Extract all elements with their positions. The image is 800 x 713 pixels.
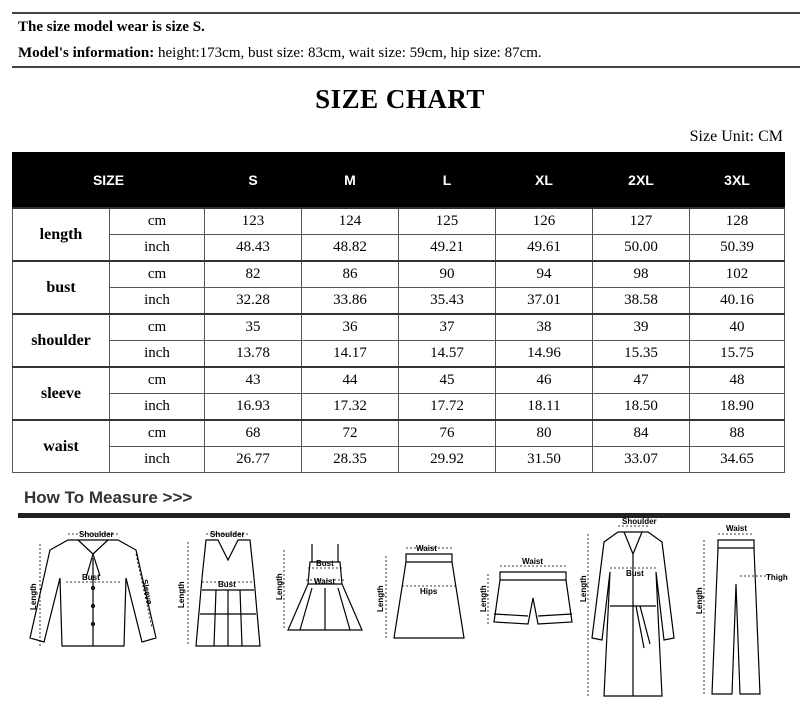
table-row [13,341,785,368]
value-cell: 17.72 [399,394,496,421]
measurement-name: length [13,208,110,261]
trousers-length-label: Length [695,587,704,614]
value-cell: 124 [302,208,399,235]
measurement-name: waist [13,420,110,473]
value-cell: 18.90 [690,394,785,421]
value-cell: 35.43 [399,288,496,315]
value-cell: 80 [496,420,593,447]
table-row [13,235,785,262]
value-cell: 33.07 [593,447,690,473]
value-cell: 49.61 [496,235,593,262]
size-chart-table [12,152,785,473]
value-cell: 14.96 [496,341,593,368]
table-row [13,367,785,394]
value-cell: 18.50 [593,394,690,421]
table-row [13,288,785,315]
value-cell: 50.00 [593,235,690,262]
shorts-measure-figure [480,518,580,663]
table-row [13,420,785,447]
table-row [13,208,785,235]
blouse-shoulder-label: Shoulder [79,530,114,539]
coat-bust-label: Bust [626,569,644,578]
value-cell: 82 [205,261,302,288]
dress-length-label: Length [275,573,284,600]
value-cell: 84 [593,420,690,447]
blouse-measure-figure [18,518,168,663]
measurement-name: bust [13,261,110,314]
coat-shoulder-label: Shoulder [622,517,657,526]
value-cell: 48.82 [302,235,399,262]
unit-cell: inch [110,447,205,473]
value-cell: 31.50 [496,447,593,473]
header-3xl: 3XL [690,153,785,209]
value-cell: 44 [302,367,399,394]
how-to-measure-title: How To Measure >>> [24,488,193,507]
value-cell: 15.35 [593,341,690,368]
unit-cell: inch [110,288,205,315]
vest-length-label: Length [177,581,186,608]
unit-cell: inch [110,235,205,262]
value-cell: 34.65 [690,447,785,473]
coat-length-label: Length [579,575,588,602]
header-xl: XL [496,153,593,209]
value-cell: 102 [690,261,785,288]
coat-measure-figure [578,518,688,713]
value-cell: 15.75 [690,341,785,368]
unit-cell: cm [110,314,205,341]
value-cell: 36 [302,314,399,341]
unit-cell: cm [110,420,205,447]
value-cell: 48 [690,367,785,394]
value-cell: 125 [399,208,496,235]
value-cell: 26.77 [205,447,302,473]
blouse-sleeve-label: Sleeve [140,578,155,606]
vest-bust-label: Bust [218,580,236,589]
model-size-line: The size model wear is size S. [18,19,205,35]
table-row [13,447,785,473]
value-cell: 88 [690,420,785,447]
value-cell: 28.35 [302,447,399,473]
header-s: S [205,153,302,209]
value-cell: 38 [496,314,593,341]
vest-shoulder-label: Shoulder [210,530,245,539]
value-cell: 37 [399,314,496,341]
vest-icon [178,518,278,658]
skirt-length-label: Length [376,585,385,612]
value-cell: 47 [593,367,690,394]
value-cell: 40.16 [690,288,785,315]
value-cell: 76 [399,420,496,447]
value-cell: 45 [399,367,496,394]
table-row [13,314,785,341]
table-row [13,261,785,288]
unit-cell: cm [110,208,205,235]
value-cell: 90 [399,261,496,288]
size-chart-body [13,208,785,473]
unit-cell: inch [110,341,205,368]
value-cell: 98 [593,261,690,288]
shorts-icon [480,518,580,658]
size-chart-header [13,153,785,209]
value-cell: 68 [205,420,302,447]
trousers-waist-label: Waist [726,524,748,533]
header-size: SIZE [13,153,205,209]
unit-cell: cm [110,261,205,288]
how-to-measure-illustrations [18,518,790,713]
trousers-icon [690,518,790,708]
header-2xl: 2XL [593,153,690,209]
value-cell: 49.21 [399,235,496,262]
skirt-waist-label: Waist [416,544,438,553]
trousers-thigh-label: Thigh [766,573,788,582]
unit-cell: cm [110,367,205,394]
value-cell: 94 [496,261,593,288]
blouse-length-label: Length [29,583,38,610]
value-cell: 38.58 [593,288,690,315]
blouse-icon [18,518,168,658]
skirt-hips-label: Hips [420,587,438,596]
model-info-line [18,45,542,62]
value-cell: 50.39 [690,235,785,262]
size-unit: Size Unit: CM [689,128,783,145]
value-cell: 17.32 [302,394,399,421]
coat-icon [578,518,688,708]
page-title: SIZE CHART [315,84,485,114]
value-cell: 35 [205,314,302,341]
value-cell: 32.28 [205,288,302,315]
model-info-value: height:173cm, bust size: 83cm, wait size: 59cm, hip size: 87cm. [154,45,542,61]
skirt-measure-figure [374,518,474,663]
shorts-waist-label: Waist [522,557,544,566]
dress-measure-figure [275,518,370,663]
value-cell: 123 [205,208,302,235]
unit-cell: inch [110,394,205,421]
value-cell: 43 [205,367,302,394]
value-cell: 29.92 [399,447,496,473]
value-cell: 16.93 [205,394,302,421]
value-cell: 48.43 [205,235,302,262]
blouse-bust-label: Bust [82,573,100,582]
value-cell: 14.17 [302,341,399,368]
model-info-label: Model's information: [18,45,155,61]
value-cell: 72 [302,420,399,447]
trousers-measure-figure [690,518,790,713]
dress-waist-label: Waist [314,577,336,586]
value-cell: 128 [690,208,785,235]
value-cell: 39 [593,314,690,341]
value-cell: 33.86 [302,288,399,315]
value-cell: 127 [593,208,690,235]
table-row [13,394,785,421]
value-cell: 37.01 [496,288,593,315]
dress-icon [275,518,370,658]
skirt-icon [374,518,474,658]
value-cell: 14.57 [399,341,496,368]
model-info-box [12,12,800,68]
value-cell: 126 [496,208,593,235]
header-l: L [399,153,496,209]
value-cell: 46 [496,367,593,394]
measurement-name: shoulder [13,314,110,367]
measurement-name: sleeve [13,367,110,420]
vest-measure-figure [178,518,278,663]
header-m: M [302,153,399,209]
shorts-length-label: Length [479,585,488,612]
value-cell: 86 [302,261,399,288]
value-cell: 18.11 [496,394,593,421]
value-cell: 13.78 [205,341,302,368]
dress-bust-label: Bust [316,559,334,568]
value-cell: 40 [690,314,785,341]
